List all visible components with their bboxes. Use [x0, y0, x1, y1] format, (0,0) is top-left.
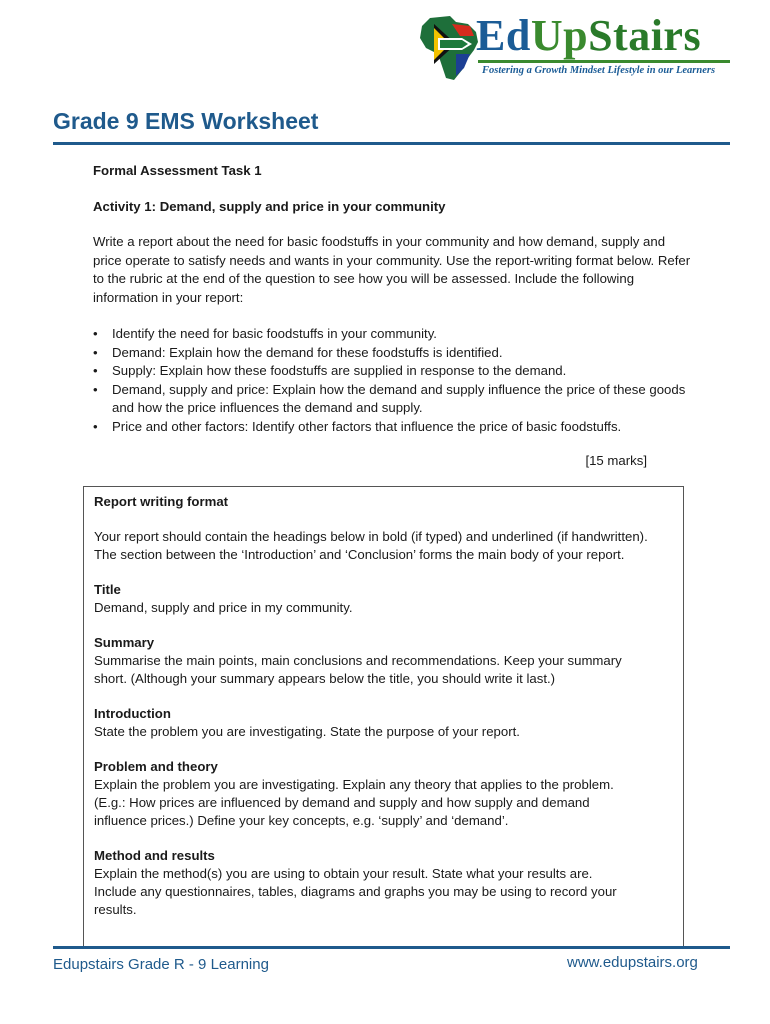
title-divider	[53, 142, 730, 145]
section-line: Summarise the main points, main conclusions and recommendations. Keep your summary	[94, 653, 622, 668]
brand-up: Up	[530, 11, 589, 60]
brand-stairs: Stairs	[588, 11, 702, 60]
section-heading: Introduction	[94, 706, 171, 721]
section-line: Include any questionnaires, tables, diagrams and graphs you may be using to record your	[94, 884, 617, 899]
page-title: Grade 9 EMS Worksheet	[53, 108, 319, 134]
section-heading: Method and results	[94, 848, 215, 863]
list-item: • Supply: Explain how these foodstuffs are supplied in response to the demand.	[112, 362, 693, 381]
list-item: • Price and other factors: Identify other factors that influence the price of basic foodstuffs.	[112, 418, 693, 437]
footer-text: Edupstairs Grade R - 9 Learning	[53, 956, 269, 973]
tagline-divider	[478, 60, 730, 63]
section-line: Explain the method(s) you are using to obtain your result. State what your results are.	[94, 866, 593, 881]
report-format-box	[83, 486, 684, 946]
brand-tagline: Fostering a Growth Mindset Lifestyle in our Learners	[482, 65, 716, 76]
brand-ed: Ed	[476, 11, 531, 60]
edupstairs-logo	[416, 11, 736, 84]
section-line: results.	[94, 902, 137, 917]
list-item: • Demand, supply and price: Explain how the demand and supply influence the price of these goods and how the price influences the demand and supply.	[112, 381, 693, 418]
brand-name	[476, 11, 702, 60]
assignment-body	[93, 162, 693, 471]
section-heading: Problem and theory	[94, 759, 218, 774]
footer-divider	[53, 946, 730, 949]
section-line: (E.g.: How prices are influenced by demand and supply and how supply and demand	[94, 795, 590, 810]
section-line: influence prices.) Define your key concepts, e.g. ‘supply’ and ‘demand’.	[94, 813, 509, 828]
instructions-paragraph: Write a report about the need for basic foodstuffs in your community and how demand, supply and price operate to satisfy needs and wants in your community. Use the report-writing format below. Refer to the rubric at the end of the question to see how you will be assessed. Include the following information in your report:	[93, 234, 691, 305]
activity-heading: Activity 1: Demand, supply and price in your community	[93, 198, 446, 214]
marks-label: [15 marks]	[585, 453, 647, 468]
report-format-heading: Report writing format	[94, 494, 229, 509]
section-line: Demand, supply and price in my community.	[94, 600, 353, 615]
list-item: • Identify the need for basic foodstuffs in your community.	[112, 325, 693, 344]
section-line: Explain the problem you are investigating. Explain any theory that applies to the problem.	[94, 777, 614, 792]
section-heading: Title	[94, 582, 121, 597]
section-line: short. (Although your summary appears below the title, you should write it last.)	[94, 671, 556, 686]
task-label: Formal Assessment Task 1	[93, 163, 262, 178]
report-format-intro: Your report should contain the headings below in bold (if typed) and underlined (if handwritten). The section between the ‘Introduction’ and ‘Conclusion’ forms the main body of your report.	[94, 529, 648, 562]
list-item: • Demand: Explain how the demand for these foodstuffs is identified.	[112, 344, 693, 363]
section-line: State the problem you are investigating. State the purpose of your report.	[94, 724, 520, 739]
footer-link[interactable]: www.edupstairs.org	[567, 954, 698, 971]
requirements-list	[93, 325, 693, 436]
section-heading: Summary	[94, 635, 155, 650]
